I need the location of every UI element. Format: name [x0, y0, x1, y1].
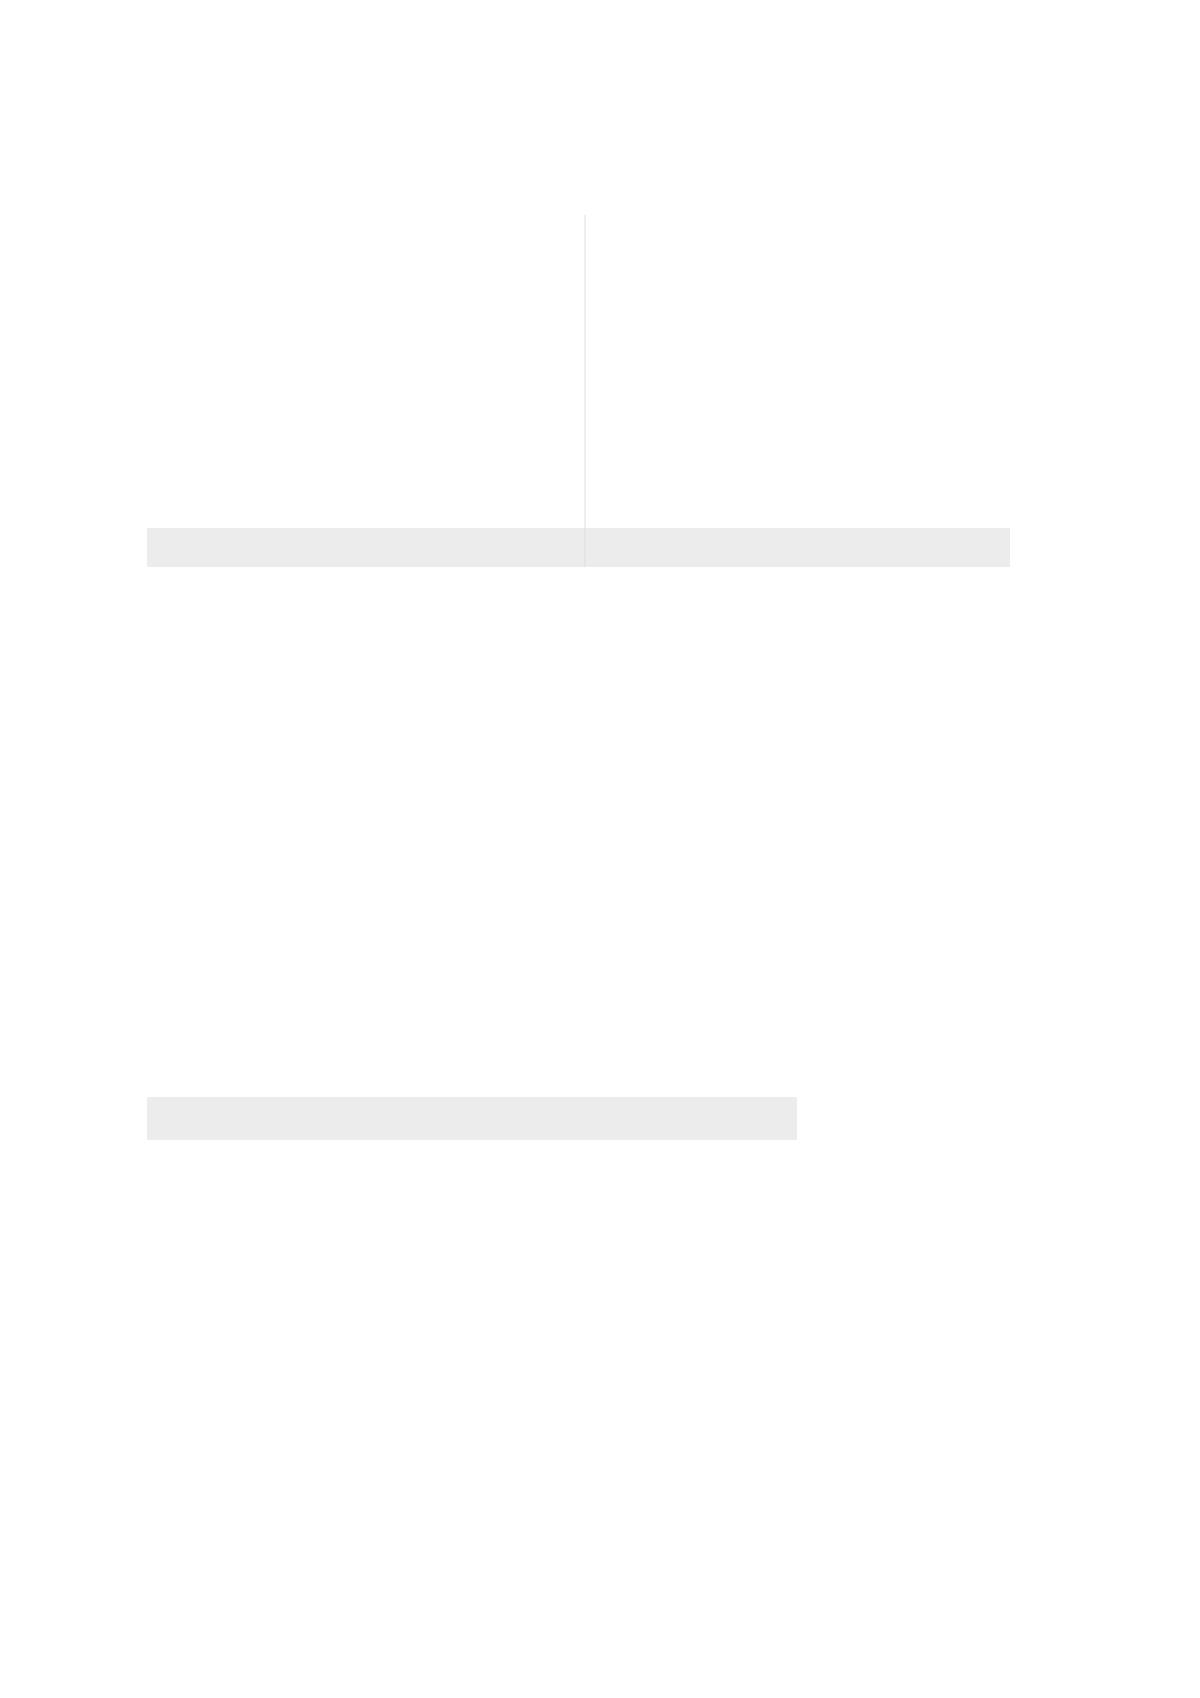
- scale-location-svg: [147, 602, 797, 1140]
- figure-footer: [147, 528, 1010, 567]
- diagnostic-plots-svg: [147, 215, 1010, 567]
- figure-scale-location: [147, 602, 797, 1140]
- figure-footer: [147, 1097, 797, 1140]
- figure-diagnostics-top: [147, 215, 1010, 567]
